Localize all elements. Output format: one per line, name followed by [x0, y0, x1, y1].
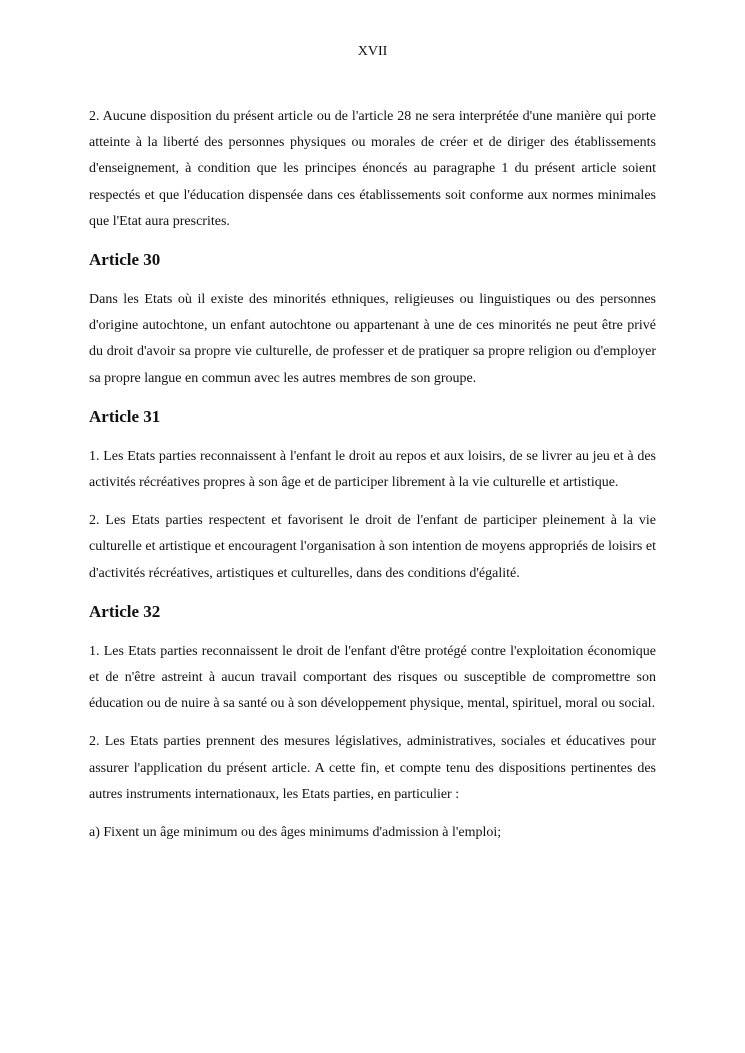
paragraph-art32-2a: a) Fixent un âge minimum ou des âges minimums d'admission à l'emploi;: [89, 825, 502, 841]
paragraph-art32-2: 2. Les Etats parties prennent des mesures législatives, administratives, sociales et éducatives pour assurer l'application du présent article. A cette fin, et compte tenu des dispositions pertinentes des autres instruments internationaux, les Etats parties, en particulier :: [89, 734, 656, 802]
article-30-heading: Article 30: [89, 250, 161, 270]
paragraph-art31-2: 2. Les Etats parties respectent et favorisent le droit de l'enfant de participer pleinement à la vie culturelle et artistique et encouragent l'organisation à son intention de moyens appropriés de loisirs et d'activités récréatives, artistiques et culturelles, dans des conditions d'égalité.: [89, 513, 656, 581]
paragraph-art31-1: 1. Les Etats parties reconnaissent à l'enfant le droit au repos et aux loisirs, de se livrer au jeu et à des activités récréatives propres à son âge et de participer librement à la vie culturelle et artistique.: [89, 448, 656, 491]
page-number: XVII: [357, 44, 388, 59]
paragraph-art30: Dans les Etats où il existe des minorités ethniques, religieuses ou linguistiques ou des personnes d'origine autochtone, un enfant autochtone ou appartenant à une de ces minorités ne peut être privé du droit d'avoir sa propre vie culturelle, de professer et de pratiquer sa propre religion ou d'employer sa propre langue en commun avec les autres membres de son groupe.: [89, 292, 656, 386]
article-31-heading: Article 31: [89, 406, 161, 426]
paragraph-art32-1: 1. Les Etats parties reconnaissent le droit de l'enfant d'être protégé contre l'exploitation économique et de n'être astreint à aucun travail comportant des risques ou susceptible de compromettre son éducation ou de nuire à sa santé ou à son développement physique, mental, spirituel, moral ou social.: [89, 643, 656, 712]
article-32-heading: Article 32: [89, 601, 161, 621]
paragraph-art29-2: 2. Aucune disposition du présent article ou de l'article 28 ne sera interprétée d'une manière qui porte atteinte à la liberté des personnes physiques ou morales de créer et de diriger des établissements d'enseignement, à condition que les principes énoncés au paragraphe 1 du présent article soient respectés et que l'éducation dispensée dans ces établissements soit conforme aux normes minimales que l'Etat aura prescrites.: [89, 109, 656, 229]
